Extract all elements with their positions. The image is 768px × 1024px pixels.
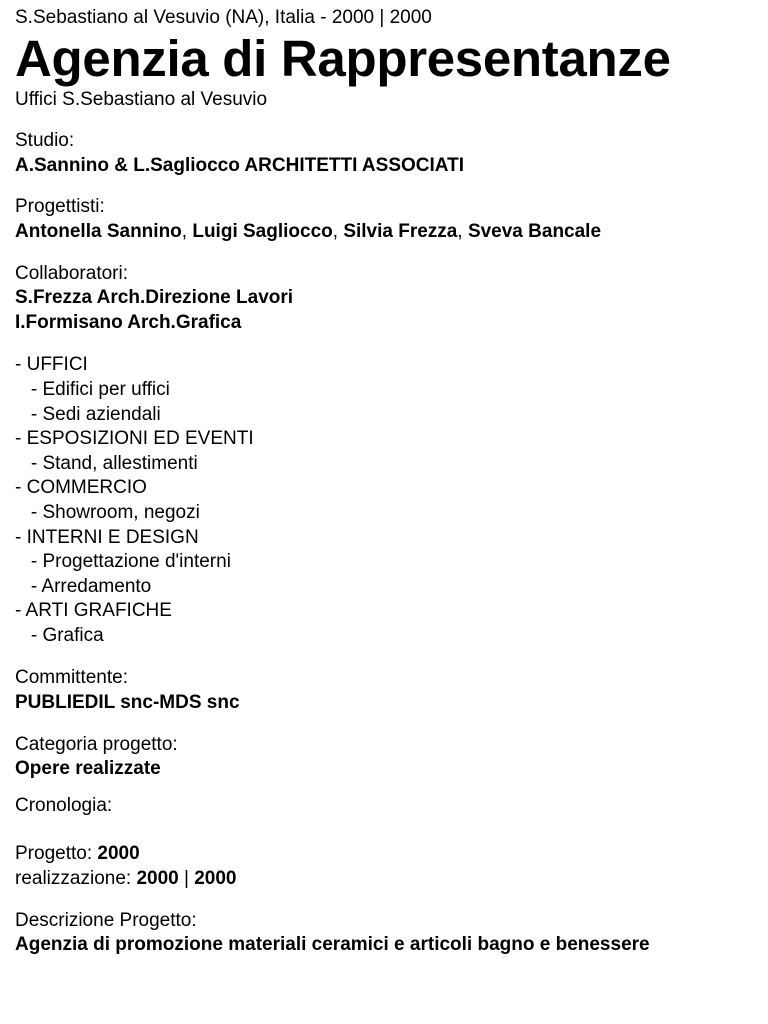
studio-value: A.Sannino & L.Sagliocco ARCHITETTI ASSOCIATI bbox=[15, 154, 464, 176]
progetto-label: Progetto: bbox=[15, 843, 98, 865]
descrizione-section bbox=[15, 909, 760, 958]
category-name: - UFFICI bbox=[15, 354, 88, 376]
project-page bbox=[15, 6, 760, 958]
progettista-name: Antonella Sannino bbox=[15, 220, 182, 242]
category-item bbox=[15, 599, 760, 648]
subcategory-item bbox=[15, 550, 760, 575]
studio-label: Studio: bbox=[15, 130, 75, 152]
progettista-name: Sveva Bancale bbox=[467, 220, 602, 242]
realizzazione-separator: | bbox=[178, 868, 195, 890]
subcategory-item bbox=[15, 403, 760, 428]
category-item bbox=[15, 476, 760, 525]
subcategory-list bbox=[15, 624, 760, 649]
realizzazione-label: realizzazione: bbox=[15, 868, 137, 890]
committente-section bbox=[15, 666, 760, 715]
categoria-section bbox=[15, 733, 760, 782]
cronologia-label: Cronologia: bbox=[15, 794, 113, 816]
page-title: Agenzia di Rappresentanze bbox=[15, 29, 671, 87]
progettista-separator: , bbox=[332, 220, 344, 242]
cronologia-section bbox=[15, 794, 760, 892]
category-item bbox=[15, 353, 760, 427]
studio-section bbox=[15, 129, 760, 178]
category-name: - ESPOSIZIONI ED EVENTI bbox=[15, 428, 254, 450]
subcategory-list bbox=[15, 550, 760, 599]
category-list bbox=[15, 353, 760, 648]
subcategory-list bbox=[15, 378, 760, 427]
subcategory-label: - Grafica bbox=[30, 624, 104, 646]
committente-label: Committente: bbox=[15, 667, 128, 689]
progettisti-section bbox=[15, 195, 760, 244]
subcategory-label: - Sedi aziendali bbox=[30, 403, 161, 425]
descrizione-value: Agenzia di promozione materiali ceramici e articoli bagno e benessere bbox=[15, 934, 650, 956]
subcategory-item bbox=[15, 452, 760, 477]
collaboratore-item: I.Formisano Arch.Grafica bbox=[15, 311, 242, 333]
location-line: S.Sebastiano al Vesuvio (NA), Italia - 2000 | 2000 bbox=[15, 7, 432, 28]
category-item bbox=[15, 526, 760, 600]
realizzazione-line bbox=[15, 867, 760, 892]
subcategory-label: - Edifici per uffici bbox=[30, 378, 170, 400]
progetto-line bbox=[15, 842, 760, 867]
subcategory-item bbox=[15, 378, 760, 403]
page-subtitle: Uffici S.Sebastiano al Vesuvio bbox=[15, 88, 268, 110]
progettista-name: Luigi Sagliocco bbox=[192, 220, 333, 242]
category-name: - COMMERCIO bbox=[15, 477, 147, 499]
collaboratori-label: Collaboratori: bbox=[15, 262, 128, 284]
subcategory-list bbox=[15, 452, 760, 477]
descrizione-label: Descrizione Progetto: bbox=[15, 909, 197, 931]
subcategory-label: - Stand, allestimenti bbox=[30, 452, 198, 474]
progettista-name: Silvia Frezza bbox=[343, 220, 458, 242]
collaboratore-item: S.Frezza Arch.Direzione Lavori bbox=[15, 287, 294, 309]
categoria-value: Opere realizzate bbox=[15, 758, 161, 780]
committente-value: PUBLIEDIL snc-MDS snc bbox=[15, 692, 240, 714]
subcategory-list bbox=[15, 501, 760, 526]
progettisti-list bbox=[15, 220, 760, 245]
category-item bbox=[15, 427, 760, 476]
subcategory-item bbox=[15, 501, 760, 526]
subcategory-item bbox=[15, 575, 760, 600]
subcategory-item bbox=[15, 624, 760, 649]
subcategory-label: - Arredamento bbox=[30, 575, 152, 597]
subcategory-label: - Showroom, negozi bbox=[30, 501, 200, 523]
realizzazione-end-year: 2000 bbox=[194, 868, 237, 890]
categoria-label: Categoria progetto: bbox=[15, 733, 178, 755]
progettista-separator: , bbox=[181, 220, 193, 242]
realizzazione-start-year: 2000 bbox=[136, 868, 179, 890]
category-name: - ARTI GRAFICHE bbox=[15, 600, 172, 622]
progettisti-label: Progettisti: bbox=[15, 196, 105, 218]
collaboratori-section bbox=[15, 262, 760, 336]
progettista-separator: , bbox=[457, 220, 468, 242]
progetto-year: 2000 bbox=[97, 843, 140, 865]
subcategory-label: - Progettazione d'interni bbox=[30, 551, 231, 573]
category-name: - INTERNI E DESIGN bbox=[15, 526, 199, 548]
